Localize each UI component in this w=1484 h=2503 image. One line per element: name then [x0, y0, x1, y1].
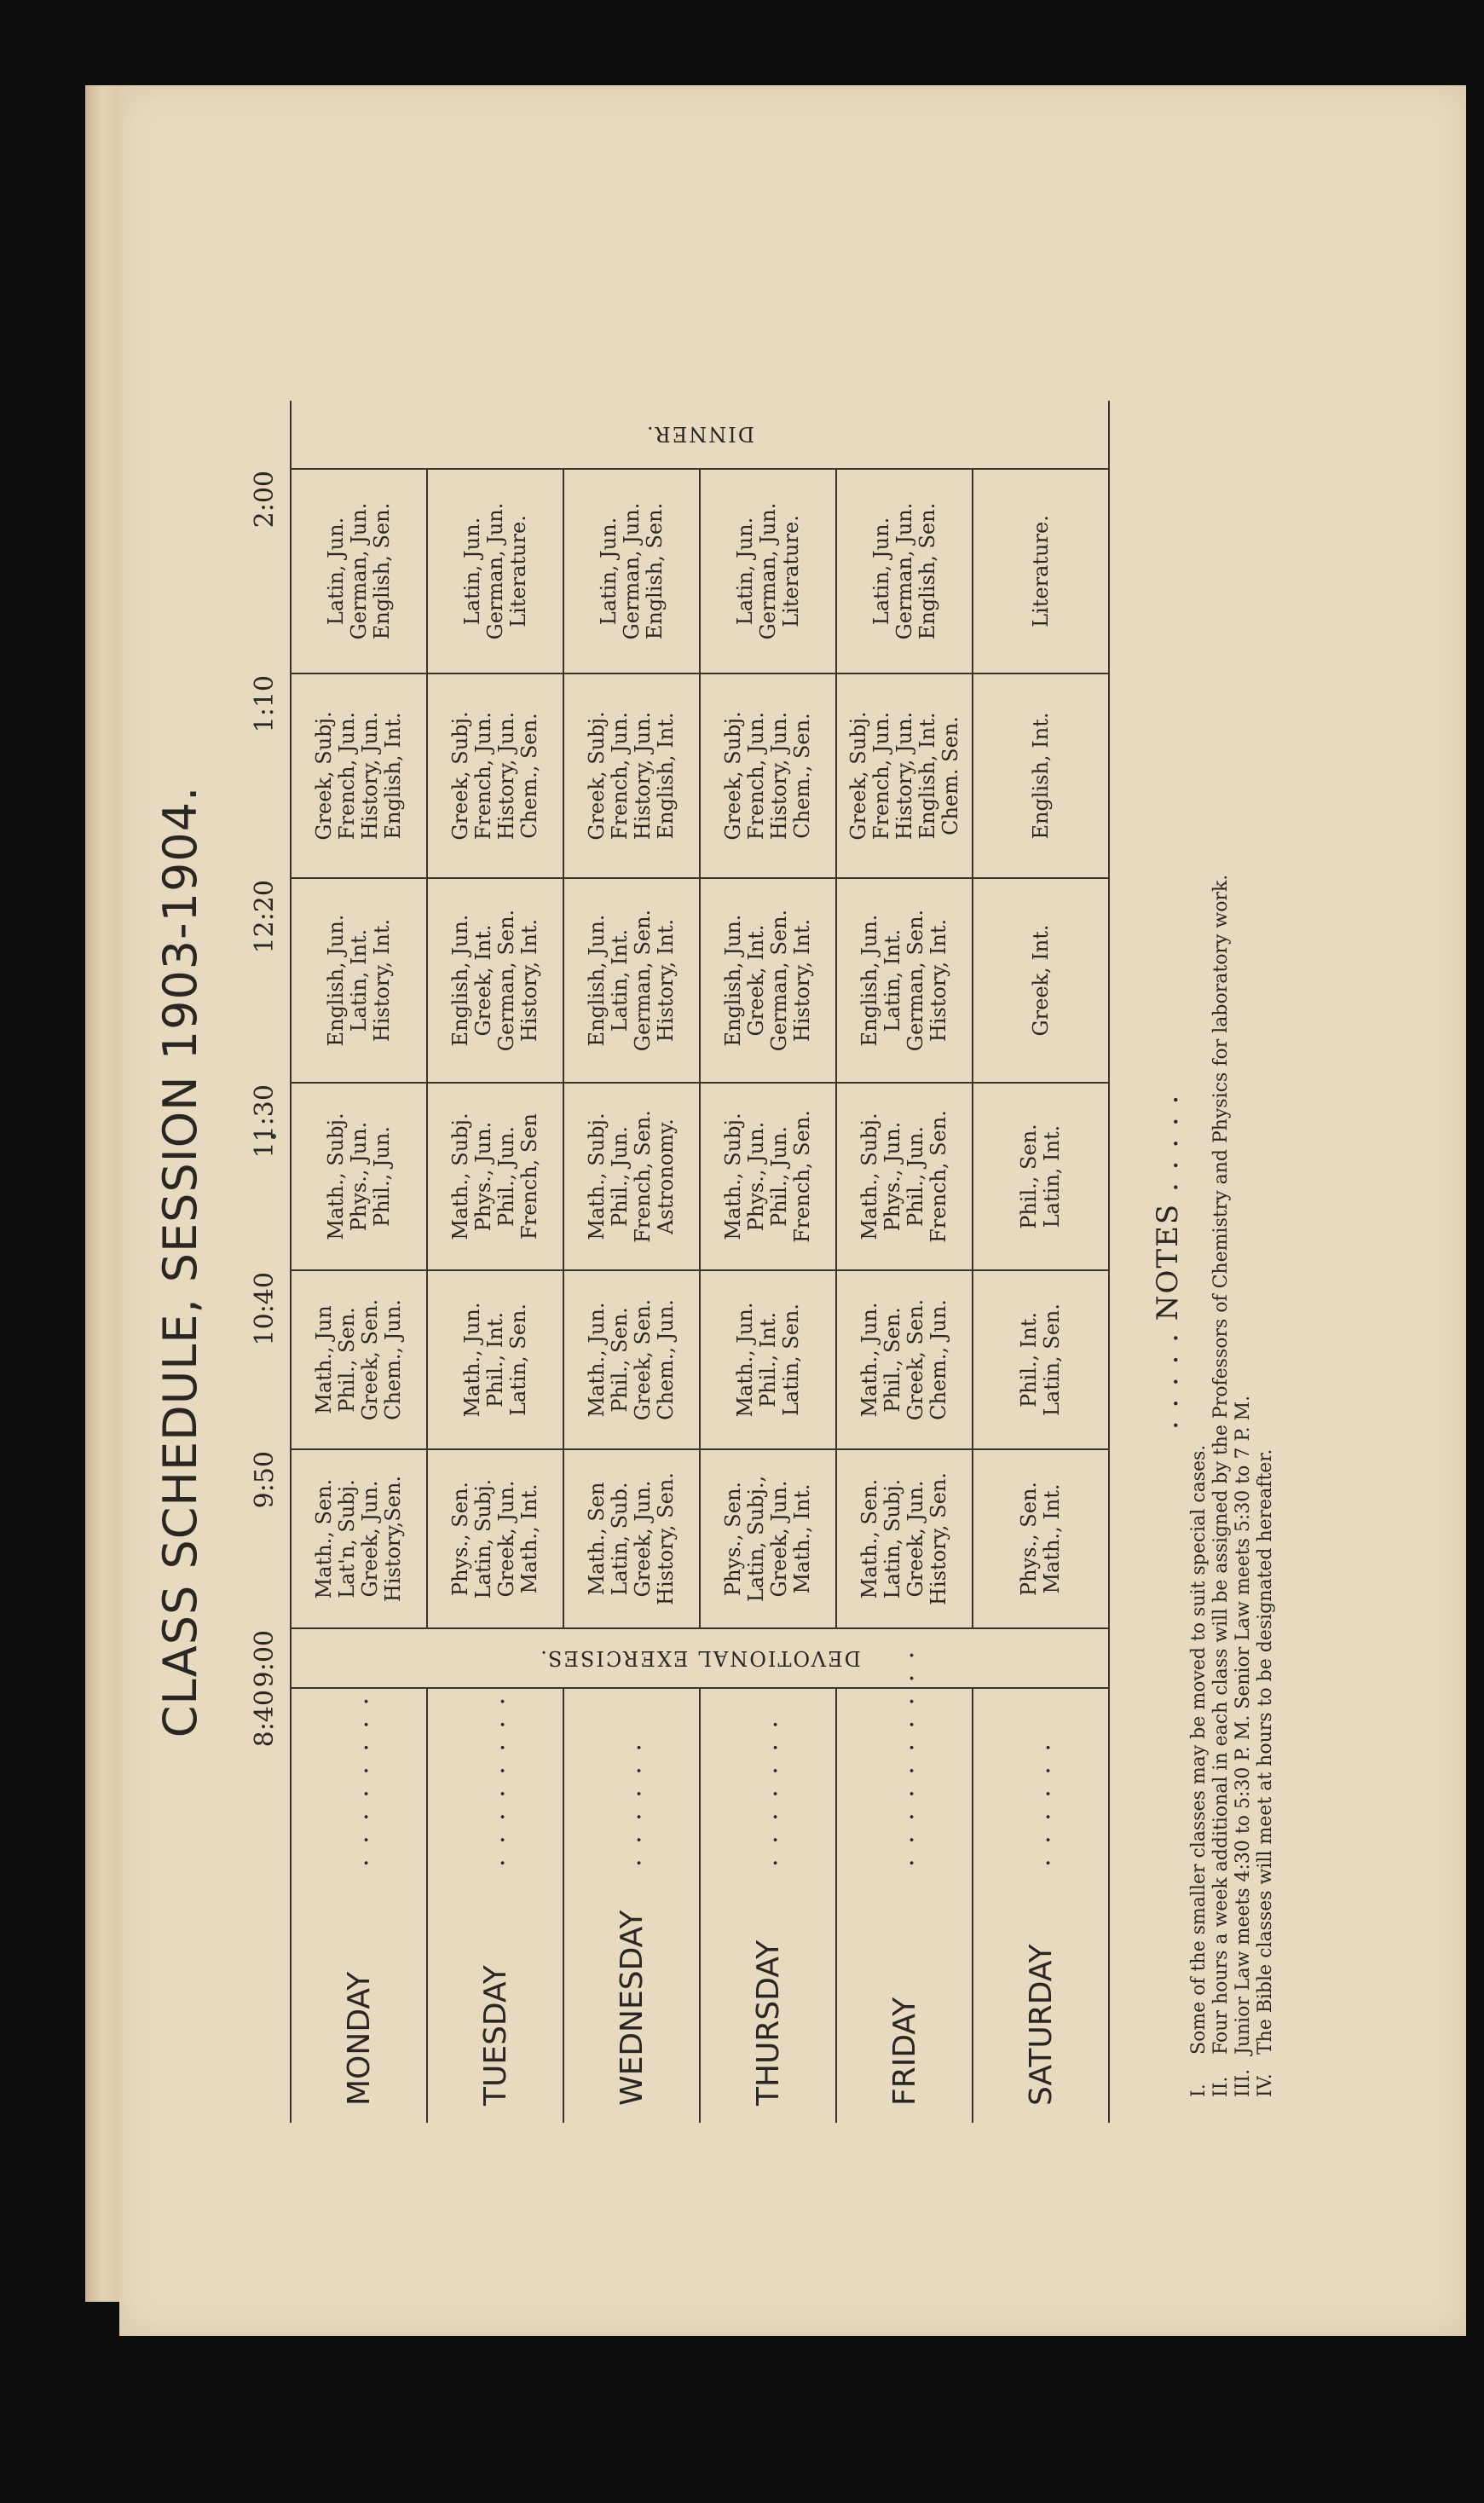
- slot-11-30: Greek, Int.: [973, 878, 1109, 1083]
- slot-1-10: Latin, Jun. German, Jun. English, Sen.: [563, 469, 700, 673]
- slot-1-10: Latin, Jun. German, Jun. Literature.: [427, 469, 563, 673]
- note-text: Some of the smaller classes may be moved to suit special cases.: [1188, 1444, 1210, 2055]
- time-header-1-10: 1:10: [239, 673, 291, 878]
- note-item: [1255, 426, 1277, 2097]
- slot-1-10: Latin, Jun. German, Jun. English, Sen.: [291, 469, 427, 673]
- notes-section: [1151, 426, 1277, 2097]
- slot-11-30: English, Jun. Greek, Int. German, Sen. History, Int.: [427, 878, 563, 1083]
- note-item: [1188, 426, 1210, 2097]
- time-header-10-40: 10:40: [239, 1270, 291, 1449]
- slot-11-30: English, Jun. Latin, Int. German, Sen. History, Int.: [563, 878, 700, 1083]
- slot-1-10: Latin, Jun. German, Jun. English, Sen.: [836, 469, 973, 673]
- slot-9-50: Math., Jun. Phil., Int. Latin, Sen.: [700, 1270, 836, 1449]
- time-header-9-00: 9:00: [239, 1628, 291, 1688]
- day-row-tuesday: [427, 401, 563, 2123]
- day-label: THURSDAY: [700, 1867, 836, 2123]
- slot-10-40: Math., Subj. Phys., Jun. Phil., Jun.: [291, 1083, 427, 1270]
- slot-12-20: Greek, Subj. French, Jun. History, Jun. Chem., Sen.: [700, 673, 836, 878]
- note-number: IV.: [1255, 2073, 1276, 2097]
- note-item: [1210, 426, 1233, 2097]
- leader-dots: . . . . . . . .: [291, 1688, 427, 1867]
- day-row-saturday: [973, 401, 1109, 2123]
- slot-9-00: Phys., Sen. Latin, Subj., Greek, Jun. Math., Int.: [700, 1449, 836, 1628]
- leader-dots: . . . . . . .: [700, 1688, 836, 1867]
- time-header-11-30: 11:30: [239, 1083, 291, 1270]
- slot-9-50: Math., Jun. Phil., Sen. Greek, Sen. Chem., Jun.: [563, 1270, 700, 1449]
- slot-12-20: Greek, Subj. French, Jun. History, Jun. English, Int. Chem. Sen.: [836, 673, 973, 878]
- devotional-exercises-band: [291, 1628, 1109, 1688]
- time-header-2-00: 2:00: [239, 469, 291, 673]
- devotional-exercises-label: DEVOTIONAL EXERCISES.: [539, 1646, 861, 1670]
- slot-9-50: Phil., Int. Latin, Sen.: [973, 1270, 1109, 1449]
- note-number: III.: [1233, 2068, 1254, 2097]
- slot-11-30: English, Jun. Latin, Int. German, Sen. History, Int.: [836, 878, 973, 1083]
- leader-dots: . . . . . . . .: [427, 1688, 563, 1867]
- leader-dots: . . . . . .: [973, 1688, 1109, 1867]
- schedule-table: [239, 401, 1110, 2123]
- slot-10-40: Math., Subj. Phil., Jun. French, Sen. Astronomy.: [563, 1083, 700, 1270]
- day-label: MONDAY: [291, 1867, 427, 2123]
- time-header-9-50: 9:50: [239, 1449, 291, 1628]
- header-blank-end: [239, 401, 291, 469]
- note-text: Junior Law meets 4:30 to 5:30 P. M. Senior Law meets 5:30 to 7 P. M.: [1233, 1395, 1254, 2055]
- slot-10-40: Math., Subj. Phys., Jun. Phil., Jun. French, Sen.: [700, 1083, 836, 1270]
- slot-10-40: Math., Subj. Phys., Jun. Phil., Jun. French, Sen.: [836, 1083, 973, 1270]
- time-header-8-40: 8:40: [239, 1688, 291, 1867]
- day-row-wednesday: [563, 401, 700, 2123]
- slot-12-20: Greek, Subj. French, Jun. History, Jun. English, Int.: [563, 673, 700, 878]
- rotated-schedule-page: [145, 375, 1372, 2148]
- day-row-friday: [836, 401, 973, 2123]
- slot-9-50: Math., Jun. Phil., Int. Latin, Sen.: [427, 1270, 563, 1449]
- day-row-monday: [291, 401, 427, 2123]
- slot-12-20: Greek, Subj. French, Jun. History, Jun. English, Int.: [291, 673, 427, 878]
- page-title: CLASS SCHEDULE, SESSION 1903-1904.: [153, 785, 207, 1738]
- slot-10-40: Phil., Sen. Latin, Int.: [973, 1083, 1109, 1270]
- note-number: I.: [1188, 2084, 1210, 2097]
- day-row-thursday: [700, 401, 836, 2123]
- slot-9-00: Math., Sen. Lat'n, Subj. Greek, Jun. History,Sen.: [291, 1449, 427, 1628]
- header-blank: [239, 1867, 291, 2123]
- note-number: II.: [1210, 2076, 1232, 2097]
- slot-10-40: Math., Subj. Phys., Jun. Phil., Jun. French, Sen: [427, 1083, 563, 1270]
- day-label: WEDNESDAY: [563, 1867, 700, 2123]
- slot-9-00: Math., Sen Latin, Sub. Greek, Jun. History, Sen.: [563, 1449, 700, 1628]
- note-item: [1233, 426, 1255, 2097]
- day-label: SATURDAY: [973, 1867, 1109, 2123]
- slot-12-20: Greek, Subj. French, Jun. History, Jun. Chem., Sen.: [427, 673, 563, 878]
- leader-dots: . . . . . .: [563, 1688, 700, 1867]
- slot-1-10: Latin, Jun. German, Jun. Literature.: [700, 469, 836, 673]
- dinner-label: DINNER.: [645, 422, 754, 447]
- slot-11-30: English, Jun. Greek, Int. German, Sen. History, Int.: [700, 878, 836, 1083]
- day-label: TUESDAY: [427, 1867, 563, 2123]
- slot-9-50: Math., Jun Phil., Sen. Greek, Sen. Chem., Jun.: [291, 1270, 427, 1449]
- day-label: FRIDAY: [836, 1867, 973, 2123]
- dinner-band: [291, 401, 1109, 469]
- note-text: The Bible classes will meet at hours to be designated hereafter.: [1255, 1448, 1276, 2055]
- slot-9-00: Math., Sen. Latin, Subj. Greek, Jun. History, Sen.: [836, 1449, 973, 1628]
- slot-11-30: English, Jun. Latin, Int. History, Int.: [291, 878, 427, 1083]
- note-text: Four hours a week additional in each class will be assigned by the Professors of Chemistry and Physics for laboratory work.: [1210, 874, 1232, 2055]
- slot-1-10: Literature.: [973, 469, 1109, 673]
- time-header-row: [239, 401, 291, 2123]
- slot-12-20: English, Int.: [973, 673, 1109, 878]
- leader-dots: . . . . . . . . . .: [836, 1688, 973, 1867]
- slot-9-00: Phys., Sen. Latin, Subj. Greek, Jun. Math., Int.: [427, 1449, 563, 1628]
- slot-9-00: Phys., Sen. Math., Int.: [973, 1449, 1109, 1628]
- time-header-12-20: 12:20: [239, 878, 291, 1083]
- notes-heading: . . . . . NOTES . . . . .: [1151, 1093, 1185, 1431]
- slot-9-50: Math., Jun. Phil., Sen. Greek, Sen. Chem., Jun.: [836, 1270, 973, 1449]
